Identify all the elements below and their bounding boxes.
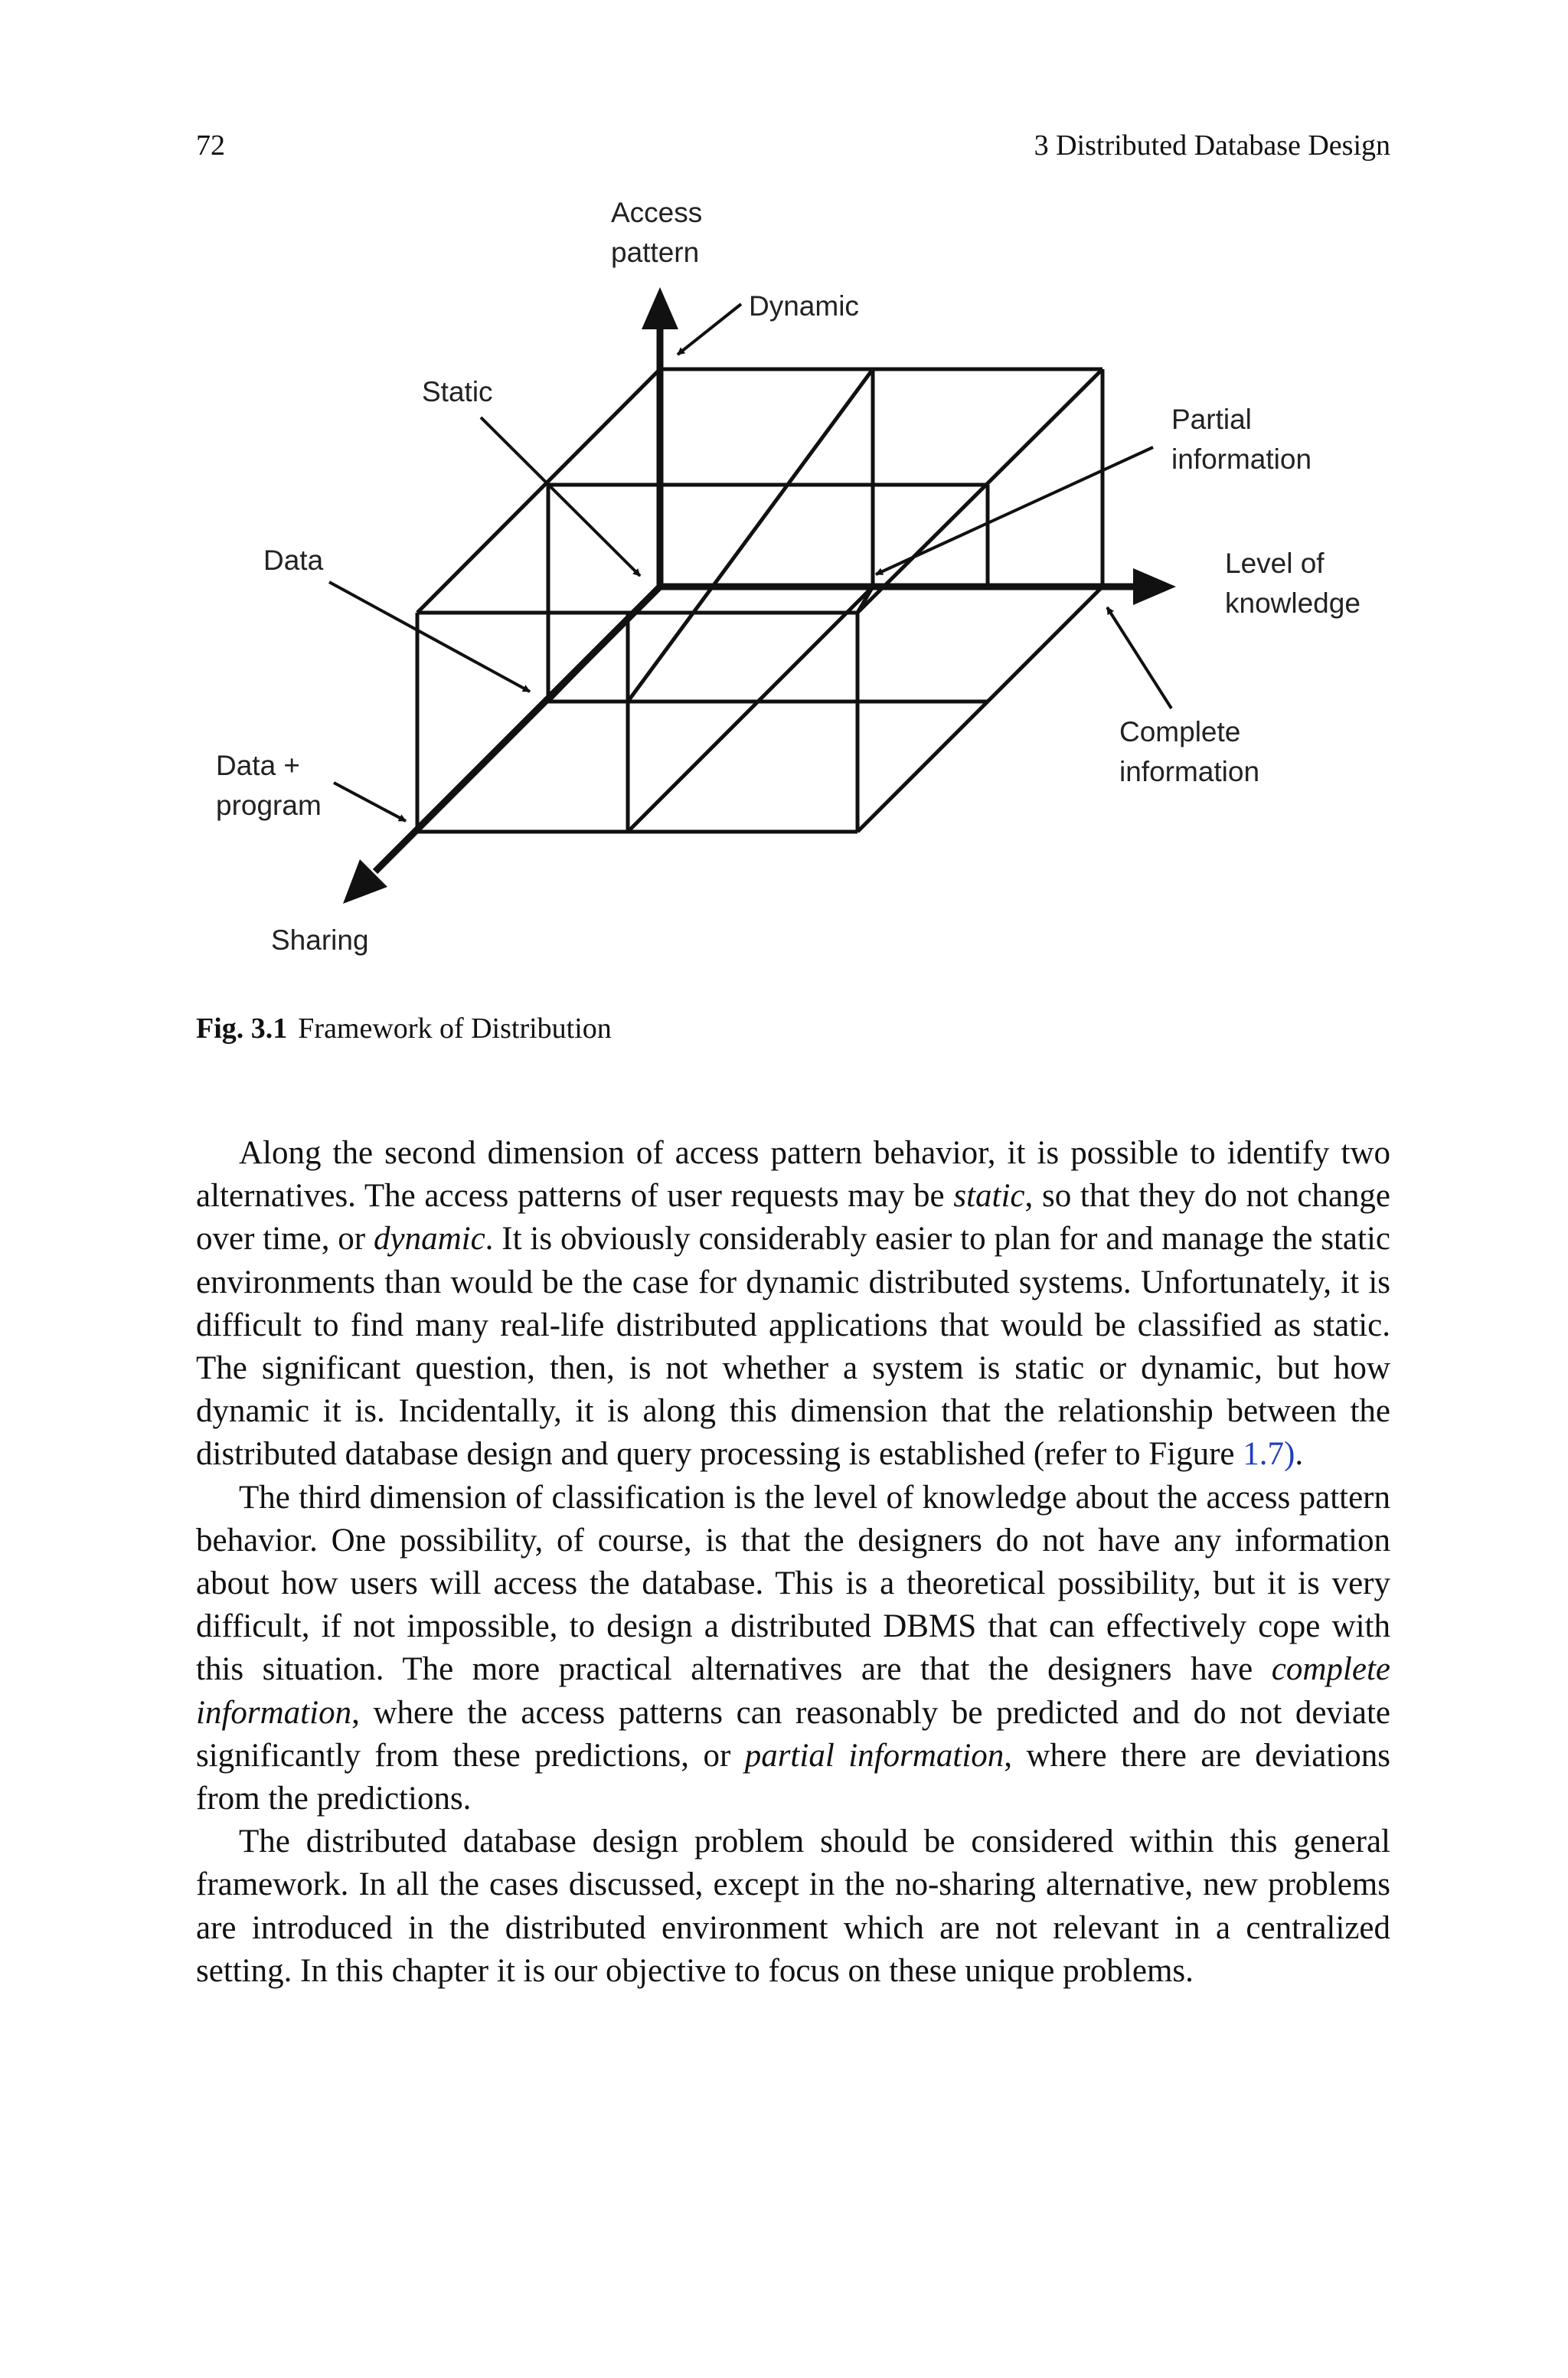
p1-text-c: . It is obviously considerably easier to plan for and manage the static environments than would be the case for dynamic distributed systems. Unfortunately, it is difficult to find many real-life distributed applications that would be classified as static. The significant question, then, is not whether a system is static or dynamic, but how dynamic it is. Incidentally, it is along this dimension that the relationship between the distributed database design and query processing is established (refer to Figure bbox=[196, 1221, 1391, 1473]
label-sharing: Sharing bbox=[271, 924, 369, 956]
label-complete-line1: Complete bbox=[1119, 716, 1241, 747]
label-data-program-line2: program bbox=[216, 790, 322, 821]
p1-em-static: static bbox=[953, 1178, 1025, 1215]
p1-text-a: Along the second dimension of access pattern behavior, it is possible to identify two alternatives. The access patterns of user requests may be bbox=[196, 1135, 1390, 1215]
knowledge-axis-arrow bbox=[1133, 568, 1176, 605]
label-data-program bbox=[216, 746, 322, 826]
label-dynamic: Dynamic bbox=[749, 290, 859, 322]
label-level-line1: Level of bbox=[1225, 548, 1325, 579]
p2-em-partial: partial information bbox=[744, 1737, 1004, 1774]
label-level-line2: knowledge bbox=[1225, 587, 1361, 619]
label-data: Data bbox=[263, 545, 324, 576]
label-level-of-knowledge bbox=[1225, 544, 1361, 623]
label-complete-line2: information bbox=[1119, 756, 1260, 787]
label-partial-line2: information bbox=[1171, 443, 1312, 475]
p2-text-c: , where there are deviations from the predictions. bbox=[196, 1737, 1391, 1817]
label-access-pattern-line2: pattern bbox=[611, 237, 700, 268]
label-static: Static bbox=[422, 376, 493, 407]
cube-wireframe bbox=[417, 369, 1102, 832]
figure-title: Framework of Distribution bbox=[298, 1012, 612, 1045]
framework-cube-diagram bbox=[0, 0, 1568, 996]
p1-text-d: . bbox=[1295, 1436, 1304, 1473]
paragraph-2 bbox=[196, 1477, 1390, 1821]
body-text bbox=[196, 1132, 1390, 1993]
p2-text-b: , where the access patterns can reasonably be predicted and do not deviate significantly from these predictions, or bbox=[196, 1694, 1390, 1774]
paragraph-1 bbox=[196, 1132, 1390, 1477]
running-head: 3 Distributed Database Design bbox=[1034, 129, 1390, 162]
paragraph-3: The distributed database design problem should be considered within this general framework. In all the cases discussed, except in the no-sharing alternative, new problems are introduced in the distributed environment which are not relevant in a centralized setting. In this chapter it is our objective to focus on these unique problems. bbox=[196, 1824, 1390, 1989]
p1-em-dynamic: dynamic bbox=[374, 1221, 485, 1258]
label-partial-line1: Partial bbox=[1171, 404, 1252, 435]
p2-text-a: The third dimension of classification is the level of knowledge about the access pattern behavior. One possibility, of course, is that the designers do not have any information about how users will access the database. This is a theoretical possibility, but it is very difficult, if not impossible, to design a distributed DBMS that can effectively cope with this situation. The more practical alternatives are that the designers have bbox=[196, 1479, 1390, 1688]
label-complete-information bbox=[1119, 712, 1259, 792]
label-partial-information bbox=[1171, 400, 1312, 479]
label-access-pattern-line1: Access bbox=[611, 197, 703, 228]
figure-reference-link[interactable]: 1.7) bbox=[1243, 1436, 1295, 1473]
p2-em-complete: complete information bbox=[196, 1651, 1390, 1731]
figure-caption bbox=[196, 1007, 612, 1050]
page-number: 72 bbox=[196, 129, 225, 162]
framework-figure bbox=[0, 0, 1568, 996]
label-data-program-line1: Data + bbox=[216, 750, 301, 781]
access-pattern-axis-arrow bbox=[642, 287, 678, 329]
figure-number: Fig. 3.1 bbox=[196, 1012, 288, 1045]
label-access-pattern bbox=[611, 193, 702, 273]
p1-text-b: , so that they do not change over time, or bbox=[196, 1178, 1390, 1258]
